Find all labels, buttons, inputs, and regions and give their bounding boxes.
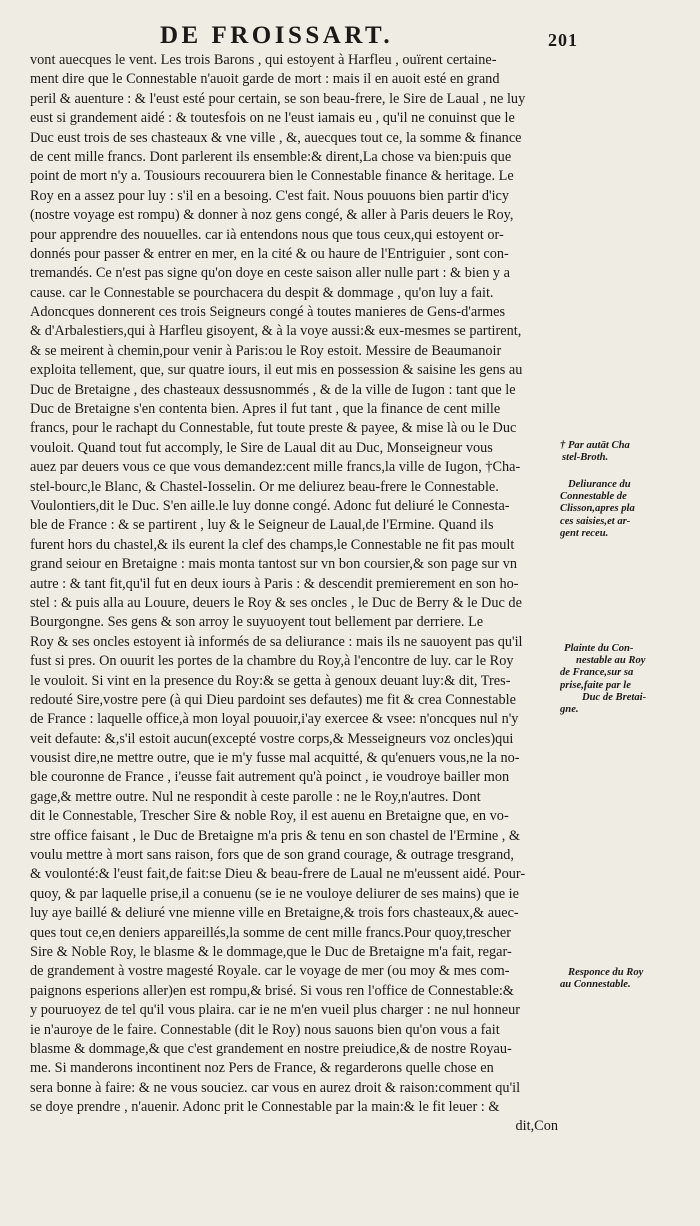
text-line: se doye prendre , n'auenir. Adonc prit le Connestable par la main:& le fit leuer : & bbox=[30, 1099, 500, 1116]
text-line: quoy, & par laquelle prise,il a conuenu (se ie ne vouloye deliurer de ses mains) que ie bbox=[30, 885, 519, 902]
text-line: (nostre voyage est rompu) & donner à noz gens congé, & aller à Paris deuers le Roy, bbox=[30, 207, 514, 224]
text-line: Duc de Bretaigne , des chasteaux dessusnommés , & de la ville de Iugon : tant que le bbox=[30, 381, 516, 398]
text-line: vouloit. Quand tout fut accomply, le Sire de Laual dit au Duc, Monseigneur vous bbox=[30, 439, 493, 456]
text-line: autre : & tant fit,qu'il fut en deux iours à Paris : & descendit premierement en son ho- bbox=[30, 575, 519, 592]
margin-note-line: Clisson,apres pla bbox=[560, 503, 635, 515]
text-line: stel : & puis alla au Louure, deuers le Roy & ses oncles , le Duc de Berry & le Duc de bbox=[30, 594, 522, 611]
text-line: ques tout ce,en deniers appareillés,la somme de cent mille francs.Pour quoy,trescher bbox=[30, 924, 512, 941]
text-line: y pouruoyez de tel qu'il vous plaira. car ie ne m'en vueil plus charger : ne nul honneur bbox=[30, 1002, 521, 1019]
text-line: & se meirent à chemin,pour venir à Paris:ou le Roy estoit. Messire de Beaumanoir bbox=[30, 342, 502, 359]
margin-note-line: au Connestable. bbox=[560, 979, 631, 991]
margin-note-par-autant bbox=[560, 440, 698, 464]
margin-note-line: de France,sur sa bbox=[560, 667, 634, 679]
text-line: ment dire que le Connestable n'auoit garde de mort : mais il en auoit esté en grand bbox=[30, 71, 500, 88]
text-line: exploita tellement, que, sur quatre iours, il eut mis en possession & saisine les gens au bbox=[30, 362, 523, 379]
text-line: & voulonté:& l'eust fait,de fait:se Dieu & beau-frere de Laual ne m'eussent aidé. Pour- bbox=[30, 866, 526, 883]
text-line: grand seiour en Bretaigne : mais monta tantost sur vn bon coursier,& son page sur vn bbox=[30, 556, 518, 573]
text-line: Roy & ses oncles estoyent ià informés de sa deliurance : mais ils ne sauoyent pas qu'il bbox=[30, 633, 523, 650]
catchword: dit,Con bbox=[515, 1118, 558, 1135]
text-line: Voulontiers,dit le Duc. S'en aille.le luy donne congé. Adonc fut deliuré le Connesta- bbox=[30, 497, 510, 514]
text-line: de grandement à vostre magesté Royale. car le voyage de mer (ou moy & mes com- bbox=[30, 963, 510, 980]
text-line: dit le Connestable, Trescher Sire & noble Roy, il est auenu en Bretaigne que, en vo- bbox=[30, 808, 509, 825]
margin-note-line: nestable au Roy bbox=[576, 655, 646, 667]
margin-note-line: Deliurance du bbox=[568, 479, 631, 490]
margin-note-deliurance bbox=[560, 479, 698, 540]
text-line: donnés pour passer & entrer en mer, en la cité & ou haure de l'Entriguier , sont con- bbox=[30, 245, 509, 262]
text-line: stre office faisant , le Duc de Bretaigne m'a pris & tenu en son chastel de l'Ermine , & bbox=[30, 827, 521, 844]
text-line: gage,& mettre outre. Nul ne respondit à ceste parolle : ne le Roy,n'autres. Dont bbox=[30, 788, 481, 805]
text-line: auez par deuers vous ce que vous demandez:cent mille francs,la ville de Iugon, †Cha- bbox=[30, 459, 521, 476]
margin-note-plainte bbox=[560, 643, 698, 716]
text-line: me. Si manderons incontinent noz Pers de France, & regarderons quelle chose en bbox=[30, 1060, 494, 1077]
text-line: point de mort n'y a. Tousiours recouurera bien le Connestable finance & heritage. Le bbox=[30, 168, 514, 185]
text-line: Roy en a assez pour luy : s'il en a besoing. C'est fait. Nous pouuons bien partir d'icy bbox=[30, 187, 510, 204]
margin-note-line: stel-Broth. bbox=[562, 452, 609, 464]
body-text bbox=[30, 51, 558, 1137]
text-line: le vouloit. Si vint en la presence du Roy:& se getta à genoux deuant luy:& dit, Tres- bbox=[30, 672, 511, 689]
margin-note-line: ces saisies,et ar- bbox=[560, 515, 631, 527]
margin-note-line: Responce du Roy bbox=[568, 967, 644, 978]
text-line: Duc de Bretaigne s'en contenta bien. Apres il fut tant , que la finance de cent mille bbox=[30, 401, 501, 418]
text-line: francs, pour le rachapt du Connestable, fut toute preste & payee, & mise là ou le Duc bbox=[30, 420, 517, 437]
margin-note-line: prise,faite par le bbox=[560, 679, 631, 691]
text-line: sera bonne à faire: & ne vous souciez. car vous en aurez droit & raison:comment qu'il bbox=[30, 1079, 521, 1096]
text-line: furent hors du chastel,& ils eurent la clef des champs,le Connestable ne fit pas moult bbox=[30, 536, 515, 553]
margin-note-line: † Par autāt Cha bbox=[560, 440, 630, 451]
text-line: peril & auenture : & l'eust esté pour certain, se son beau-frere, le Sire de Laual , ne luy bbox=[30, 90, 526, 107]
text-line: & d'Arbalestiers,qui à Harfleu gisoyent, & à la voye aussi:& eux-mesmes se partirent, bbox=[30, 323, 522, 340]
text-line: blasme & dommage,& que c'est grandement en nostre preiudice,& de nostre Royau- bbox=[30, 1040, 512, 1057]
margin-note-line: Duc de Bretai- bbox=[582, 691, 647, 703]
text-line: ble couronne de France , i'eusse fait autrement qu'à poinct , ie voudroye bailler mon bbox=[30, 769, 510, 786]
text-line: pour apprendre des nouuelles. car ià entendons nous que tous ceux,qui estoyent or- bbox=[30, 226, 504, 243]
text-line: veit defaute: &,s'il estoit aucun(excepté vostre corps,& Messeigneurs voz oncles)qui bbox=[30, 730, 514, 747]
text-line: vousist dire,ne mettre outre, que ie m'y fusse mal acquitté, & qu'enuers vous,ne la no- bbox=[30, 750, 520, 767]
text-line: paignons esperions aller)en est rompu,& brisé. Si vous ren l'office de Connestable:& bbox=[30, 982, 514, 999]
text-line: fust si pres. On ouurit les portes de la chambre du Roy,à l'encontre de luy. car le Roy bbox=[30, 653, 514, 670]
text-line: vont auecques le vent. Les trois Barons , qui estoyent à Harfleu , ouïrent certaine- bbox=[30, 52, 497, 68]
running-title: DE FROISSART. bbox=[160, 22, 394, 49]
page-header bbox=[0, 22, 700, 54]
margin-note-line: Connestable de bbox=[560, 491, 627, 503]
page-number: 201 bbox=[548, 30, 578, 50]
margin-note-line: gne. bbox=[560, 704, 579, 716]
text-line: redouté Sire,vostre pere (à qui Dieu pardoint ses defautes) me fit & crea Connestable bbox=[30, 691, 516, 708]
text-line: Bourgongne. Ses gens & son arroy le suyuoyent tout bellement par derriere. Le bbox=[30, 614, 484, 631]
text-line: tremandés. Ce n'est pas signe qu'on doye en ceste saison aller nulle part : & bien y a bbox=[30, 265, 510, 282]
text-line: Sire & Noble Roy, le blasme & le dommage,que le Duc de Bretaigne m'a fait, regar- bbox=[30, 943, 512, 960]
text-line: ie n'auroye de le faire. Connestable (dit le Roy) nous sauons bien qu'on vous a fait bbox=[30, 1021, 500, 1038]
margin-note-line: gent receu. bbox=[560, 527, 609, 539]
text-line: eust si grandement aidé : & toutesfois on ne l'eust iamais eu , qu'il ne conuinst que le bbox=[30, 110, 515, 127]
text-line: de cent mille francs. Dont parlerent ils ensemble:& dirent,La chose va bien:puis que bbox=[30, 148, 512, 165]
text-line: ble de France : & se partirent , luy & le Seigneur de Laual,de l'Ermine. Quand ils bbox=[30, 517, 494, 534]
margin-note-responce bbox=[560, 967, 698, 991]
text-line: de France : laquelle office,à mon loyal pouuoir,i'ay exercee & vsee: n'oncques nul n'y bbox=[30, 711, 519, 728]
margin-note-line: Plainte du Con- bbox=[564, 643, 634, 654]
text-line: cause. car le Connestable se pourchacera du despit & dommage , qu'on luy a fait. bbox=[30, 284, 494, 301]
text-line: luy aye baillé & deliuré vne mienne ville en Bretaigne,& trois fors chasteaux,& auec- bbox=[30, 905, 519, 922]
text-line: stel-bourc,le Blanc, & Chastel-Iosselin. Or me deliurez beau-frere le Connestable. bbox=[30, 478, 499, 495]
text-line: Adoncques donnerent ces trois Seigneurs congé à toutes manieres de Gens-d'armes bbox=[30, 304, 506, 321]
text-line: Duc eust trois de ses chasteaux & vne ville , &, auecques tout ce, la somme & finance bbox=[30, 129, 522, 146]
text-line: voulu mettre à mort sans raison, fors que de son grand courage, & outrage tresgrand, bbox=[30, 847, 514, 864]
